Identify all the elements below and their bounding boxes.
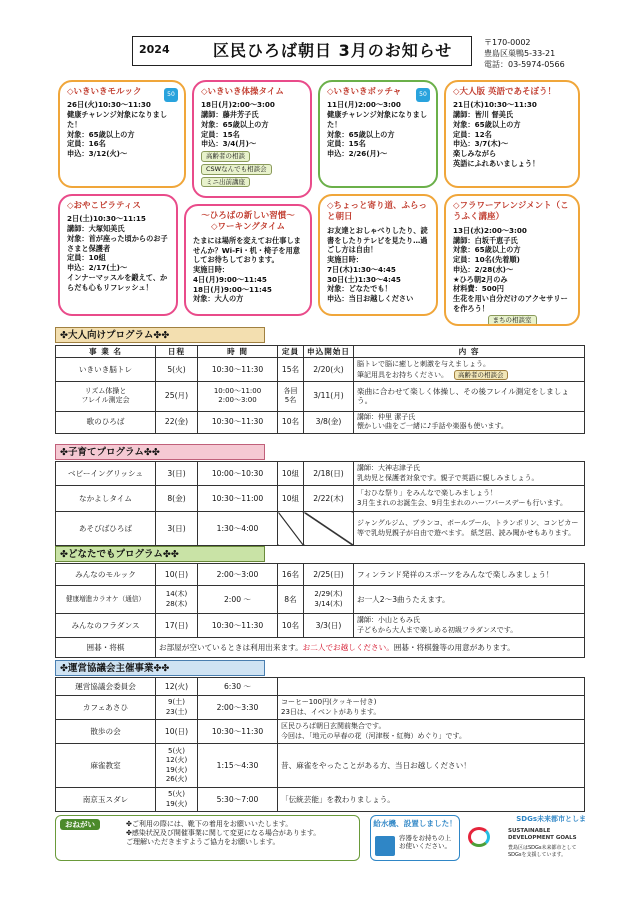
onegai-label: おねがい <box>60 819 100 830</box>
col-content: 内 容 <box>354 346 585 358</box>
event-date: 5(火) 12(火) 19(火) 26(火) <box>156 744 198 788</box>
table-row <box>56 381 585 411</box>
event-time: 2:00～3:00 <box>198 564 278 586</box>
event-name: 歌のひろば <box>56 411 156 433</box>
event-capacity: 10組 <box>278 462 304 486</box>
event-content <box>354 358 585 381</box>
event-name: 麻雀教室 <box>56 744 156 788</box>
section-all: ✤どなたでもプログラム✤✤ <box>55 546 265 562</box>
pill-elder-consult: 高齢者の相談 <box>201 151 250 162</box>
event-apply-start: 3/11(月) <box>304 381 354 411</box>
event-content: 区民ひろば朝日玄関前集合です。 今回は、「地元の早春の花（河津桜・紅梅）めぐり」です。 <box>278 720 585 744</box>
card-body: 21日(木)10:30～11:30 講師：皆川 督美氏 対象：65歳以上の方 定員：12名 申込：3/7(木)～ 楽しみながら 英語にふれあいましょう！ <box>453 100 540 168</box>
notice-text: ✤ご利用の際には、靴下の着用をお願いいたします。 ✤感染状況及び開催事業に関して変更になる場合があります。 ご理解いただきますようご協力をお願いします。 <box>126 820 321 847</box>
event-apply-start: 2/22(木) <box>304 486 354 512</box>
event-time: 2:00 ～ <box>198 586 278 614</box>
event-content: 昔、麻雀をやったことがある方、当日お越しください！ <box>278 744 585 788</box>
event-date: 5(火) <box>156 358 198 381</box>
event-date: 10(日) <box>156 720 198 744</box>
card-body: 2日(土)10:30～11:15 講師：大塚知美氏 対象：首が座った頃からのお子さまと保護者 定員：10組 申込：2/17(土)～ インナーマッスルを鍛えて、からだも心もリフレッシュ！ <box>67 214 168 292</box>
event-capacity: 10名 <box>278 614 304 638</box>
igo-text: お部屋が空いているときは利用出来ます。 <box>159 642 303 652</box>
card-title: ◇ちょっと寄り道、ふらっと朝日 <box>327 201 428 223</box>
header-title-box <box>132 36 472 66</box>
postal-code: 〒170-0002 <box>484 38 531 47</box>
table-row <box>56 678 585 696</box>
event-content: ジャングルジム、ブランコ、ボールプール、トランポリン、コンビカー等で乳幼児親子が自由で遊べます。 紙芝居、読み聞かせもあります。 <box>354 512 585 546</box>
address-block <box>484 38 565 70</box>
event-date: 22(金) <box>156 411 198 433</box>
card-body: 11日(月)2:00～3:00 健康チャレンジ対象になりました！ 対象：65歳以上の方 定員：15名 申込：2/26(月)～ <box>327 100 428 159</box>
event-content: 楽曲に合わせて楽しく体操し、その後フレイル測定をしましょう。 <box>354 381 585 411</box>
event-name: 南京玉スダレ <box>56 788 156 812</box>
event-date: 12(火) <box>156 678 198 696</box>
col-time: 時 間 <box>198 346 278 358</box>
event-name: 健康増進カラオケ（通信） <box>56 586 156 614</box>
event-apply-start: 3/8(金) <box>304 411 354 433</box>
card-taiso <box>192 80 312 198</box>
child-table <box>55 461 585 546</box>
water-dispenser-box <box>370 815 460 861</box>
all-table <box>55 563 585 658</box>
table-row <box>56 696 585 720</box>
event-name: 運営協議会委員会 <box>56 678 156 696</box>
card-title: ◇大人版 英語であそぼう！ <box>453 87 556 97</box>
sdgs-sub: 豊島区はSDGs未来都市として SDGsを支援しています。 <box>508 845 577 858</box>
section-child: ✤子育てプログラム✤✤ <box>55 444 265 460</box>
badge-50-icon: 50 <box>164 88 178 102</box>
table-row <box>56 720 585 744</box>
table-row <box>56 744 585 788</box>
year: 2024 <box>139 43 170 56</box>
card-title: ◇いきいきボッチャ <box>327 87 402 97</box>
igo-warning: お二人でお越しください。 <box>302 642 394 652</box>
section-council: ✤運営協議会主催事業✤✤ <box>55 660 265 676</box>
event-time: 5:30～7:00 <box>198 788 278 812</box>
event-apply-start: 2/18(日) <box>304 462 354 486</box>
event-time: 2:00～3:30 <box>198 696 278 720</box>
event-time: 10:30～11:30 <box>198 358 278 381</box>
table-row <box>56 586 585 614</box>
table-row <box>56 788 585 812</box>
event-date: 5(火) 19(火) <box>156 788 198 812</box>
table-row <box>56 358 585 381</box>
card-title: ◇おやこピラティス <box>67 201 141 211</box>
card-title: ～ひろばの新しい習慣～ ◇ワーキングタイム <box>201 211 295 233</box>
table-row <box>56 638 585 658</box>
event-capacity: 16名 <box>278 564 304 586</box>
event-time: 10:00～10:30 <box>198 462 278 486</box>
table-row <box>56 614 585 638</box>
footer-notice <box>55 815 360 861</box>
event-content: 講師：小山ともみ氏 子どもから大人まで楽しめる初級フラダンスです。 <box>354 614 585 638</box>
telephone: 電話：03-5974-0566 <box>484 59 565 69</box>
event-apply-none <box>304 512 354 546</box>
card-title: ◇いきいきモルック <box>67 87 142 97</box>
sdgs-box <box>468 815 586 861</box>
event-time: 10:30～11:30 <box>198 614 278 638</box>
event-name: カフェあさひ <box>56 696 156 720</box>
event-date: 9(土) 23(土) <box>156 696 198 720</box>
card-body: たまには場所を変えてお仕事しませんか？Wi-Fi・机・椅子を用意してお待ちしております。 実施日時： 4日(月)9:00～11:45 18日(月)9:00～11:45 対象：大人の方 <box>193 235 301 304</box>
card-body: 18日(月)2:00～3:00 講師：藤井芳子氏 対象：65歳以上の方 定員：15名 申込：3/4(月)～ <box>201 100 275 149</box>
event-date: 3(日) <box>156 512 198 546</box>
event-name: いきいき脳トレ <box>56 358 156 381</box>
event-content: フィンランド発祥のスポーツをみんなで楽しみましょう！ <box>354 564 585 586</box>
event-capacity: 10名 <box>278 411 304 433</box>
sdgs-goals-logo: SUSTAINABLE DEVELOPMENT GOALS <box>508 828 577 841</box>
event-time: 1:15～4:30 <box>198 744 278 788</box>
card-flower <box>444 194 580 326</box>
igo-rest: 囲碁・将棋盤等の用意があります。 <box>393 642 515 652</box>
event-time: 10:30～11:30 <box>198 411 278 433</box>
table-row <box>56 512 585 546</box>
card-body: 26日(火)10:30～11:30 健康チャレンジ対象になりました！ 対象：65歳以上の方 定員：16名 申込：3/12(火)～ <box>67 100 168 159</box>
card-body: お友達とおしゃべりしたり、読書をしたりテレビを見たり…過ごし方は自由！ 実施日時： 7日(木)1:30～4:45 30日(土)1:30～4:45 対象：どなたでも！ 申込：当日お越しください <box>327 225 428 303</box>
elder-consult-tag: 高齢者の相談会 <box>454 370 508 380</box>
event-content: お一人2～3曲うたえます。 <box>354 586 585 614</box>
event-content: 「伝統芸能」を教わりましょう。 <box>278 788 585 812</box>
event-apply-start: 2/29(木) 3/14(木) <box>304 586 354 614</box>
event-name: ベビーイングリッシュ <box>56 462 156 486</box>
card-working <box>184 204 312 316</box>
address: 豊島区巣鴨5-33-21 <box>484 48 556 58</box>
event-name: みんなのモルック <box>56 564 156 586</box>
card-molkky <box>58 80 186 188</box>
event-time: 6:30 ～ <box>198 678 278 696</box>
event-apply-start: 2/25(日) <box>304 564 354 586</box>
event-date: 10(日) <box>156 564 198 586</box>
event-time: 10:00～11:00 2:00～3:00 <box>198 381 278 411</box>
water-title: 給水機、設置しました！ <box>373 819 457 828</box>
event-content: コーヒー100円(クッキー付き) 23日は、イベントがあります。 <box>278 696 585 720</box>
table-row <box>56 486 585 512</box>
table-row <box>56 564 585 586</box>
council-table <box>55 677 585 812</box>
table-header-row <box>56 346 585 358</box>
col-apply-start: 申込開始日 <box>304 346 354 358</box>
card-title: ◇フラワーアレンジメント（こうふく講座） <box>453 201 569 223</box>
event-name: リズム体操と フレイル測定会 <box>56 381 156 411</box>
section-adult: ✤大人向けプログラム✤✤ <box>55 327 265 343</box>
badge-50-icon: 50 <box>416 88 430 102</box>
event-date: 25(月) <box>156 381 198 411</box>
water-icon <box>375 836 395 856</box>
event-date: 3(日) <box>156 462 198 486</box>
col-date: 日程 <box>156 346 198 358</box>
event-date: 17(日) <box>156 614 198 638</box>
col-capacity: 定員 <box>278 346 304 358</box>
event-name: 散歩の会 <box>56 720 156 744</box>
event-apply-start: 2/20(火) <box>304 358 354 381</box>
event-time: 10:30～11:30 <box>198 720 278 744</box>
event-content: 講師：仲里 潔子氏 懐かしい曲をご一緒に♪手話や楽器も使います。 <box>354 411 585 433</box>
event-content: 「おひな祭り」をみんなで楽しみましょう！ 3月生まれのお誕生会、9月生まれのハーフバースデーも行います。 <box>354 486 585 512</box>
event-time: 1:30～4:00 <box>198 512 278 546</box>
event-name: なかよしタイム <box>56 486 156 512</box>
card-boccia <box>318 80 438 188</box>
card-yorimichi <box>318 194 438 316</box>
page-title: 区民ひろば朝日 3月のお知らせ <box>213 41 453 60</box>
event-date: 14(木) 28(木) <box>156 586 198 614</box>
table-row <box>56 411 585 433</box>
event-date: 8(金) <box>156 486 198 512</box>
event-name: みんなのフラダンス <box>56 614 156 638</box>
event-name: 囲碁・将棋 <box>56 638 156 658</box>
card-body: 13日(水)2:00～3:00 講師：白坂千恵子氏 対象：65歳以上の方 定員：10名(先着順) 申込：2/28(水)～ ★ひろ朝2月のみ 材料費：500円 生花を用い自分だけのアクセサリーを作ろう！ <box>453 225 568 313</box>
card-title: ◇いきいき体操タイム <box>201 87 284 97</box>
pill-mini-course: ミニ出前講座 <box>201 177 250 188</box>
pill-machi-consult: まちの相談室 <box>488 315 537 326</box>
table-row <box>56 462 585 486</box>
event-time: 10:30～11:00 <box>198 486 278 512</box>
card-english <box>444 80 580 188</box>
event-content <box>156 638 585 658</box>
card-pilates <box>58 194 178 316</box>
event-capacity: 8名 <box>278 586 304 614</box>
event-capacity: 15名 <box>278 358 304 381</box>
pill-csw: CSWなんでも相談会 <box>201 164 272 175</box>
event-content <box>278 678 585 696</box>
event-capacity: 各回 5名 <box>278 381 304 411</box>
event-apply-start: 3/3(日) <box>304 614 354 638</box>
event-name: あそびばひろば <box>56 512 156 546</box>
water-note: 容器をお持ちの上お使いください。 <box>399 834 451 851</box>
sdgs-title: SDGs未来都市としま <box>516 815 586 823</box>
event-content: 講師：大神志津子氏 乳幼児と保護者対象です。親子で英語に親しみましょう。 <box>354 462 585 486</box>
col-name: 事 業 名 <box>56 346 156 358</box>
adult-table <box>55 345 585 434</box>
sdgs-wheel-icon <box>468 827 490 847</box>
event-capacity-none <box>278 512 304 546</box>
content-text: 脳トレで脳に癒しと刺激を与えましょう。 筆記用具をお持ちください。 <box>357 360 490 379</box>
event-capacity: 10組 <box>278 486 304 512</box>
